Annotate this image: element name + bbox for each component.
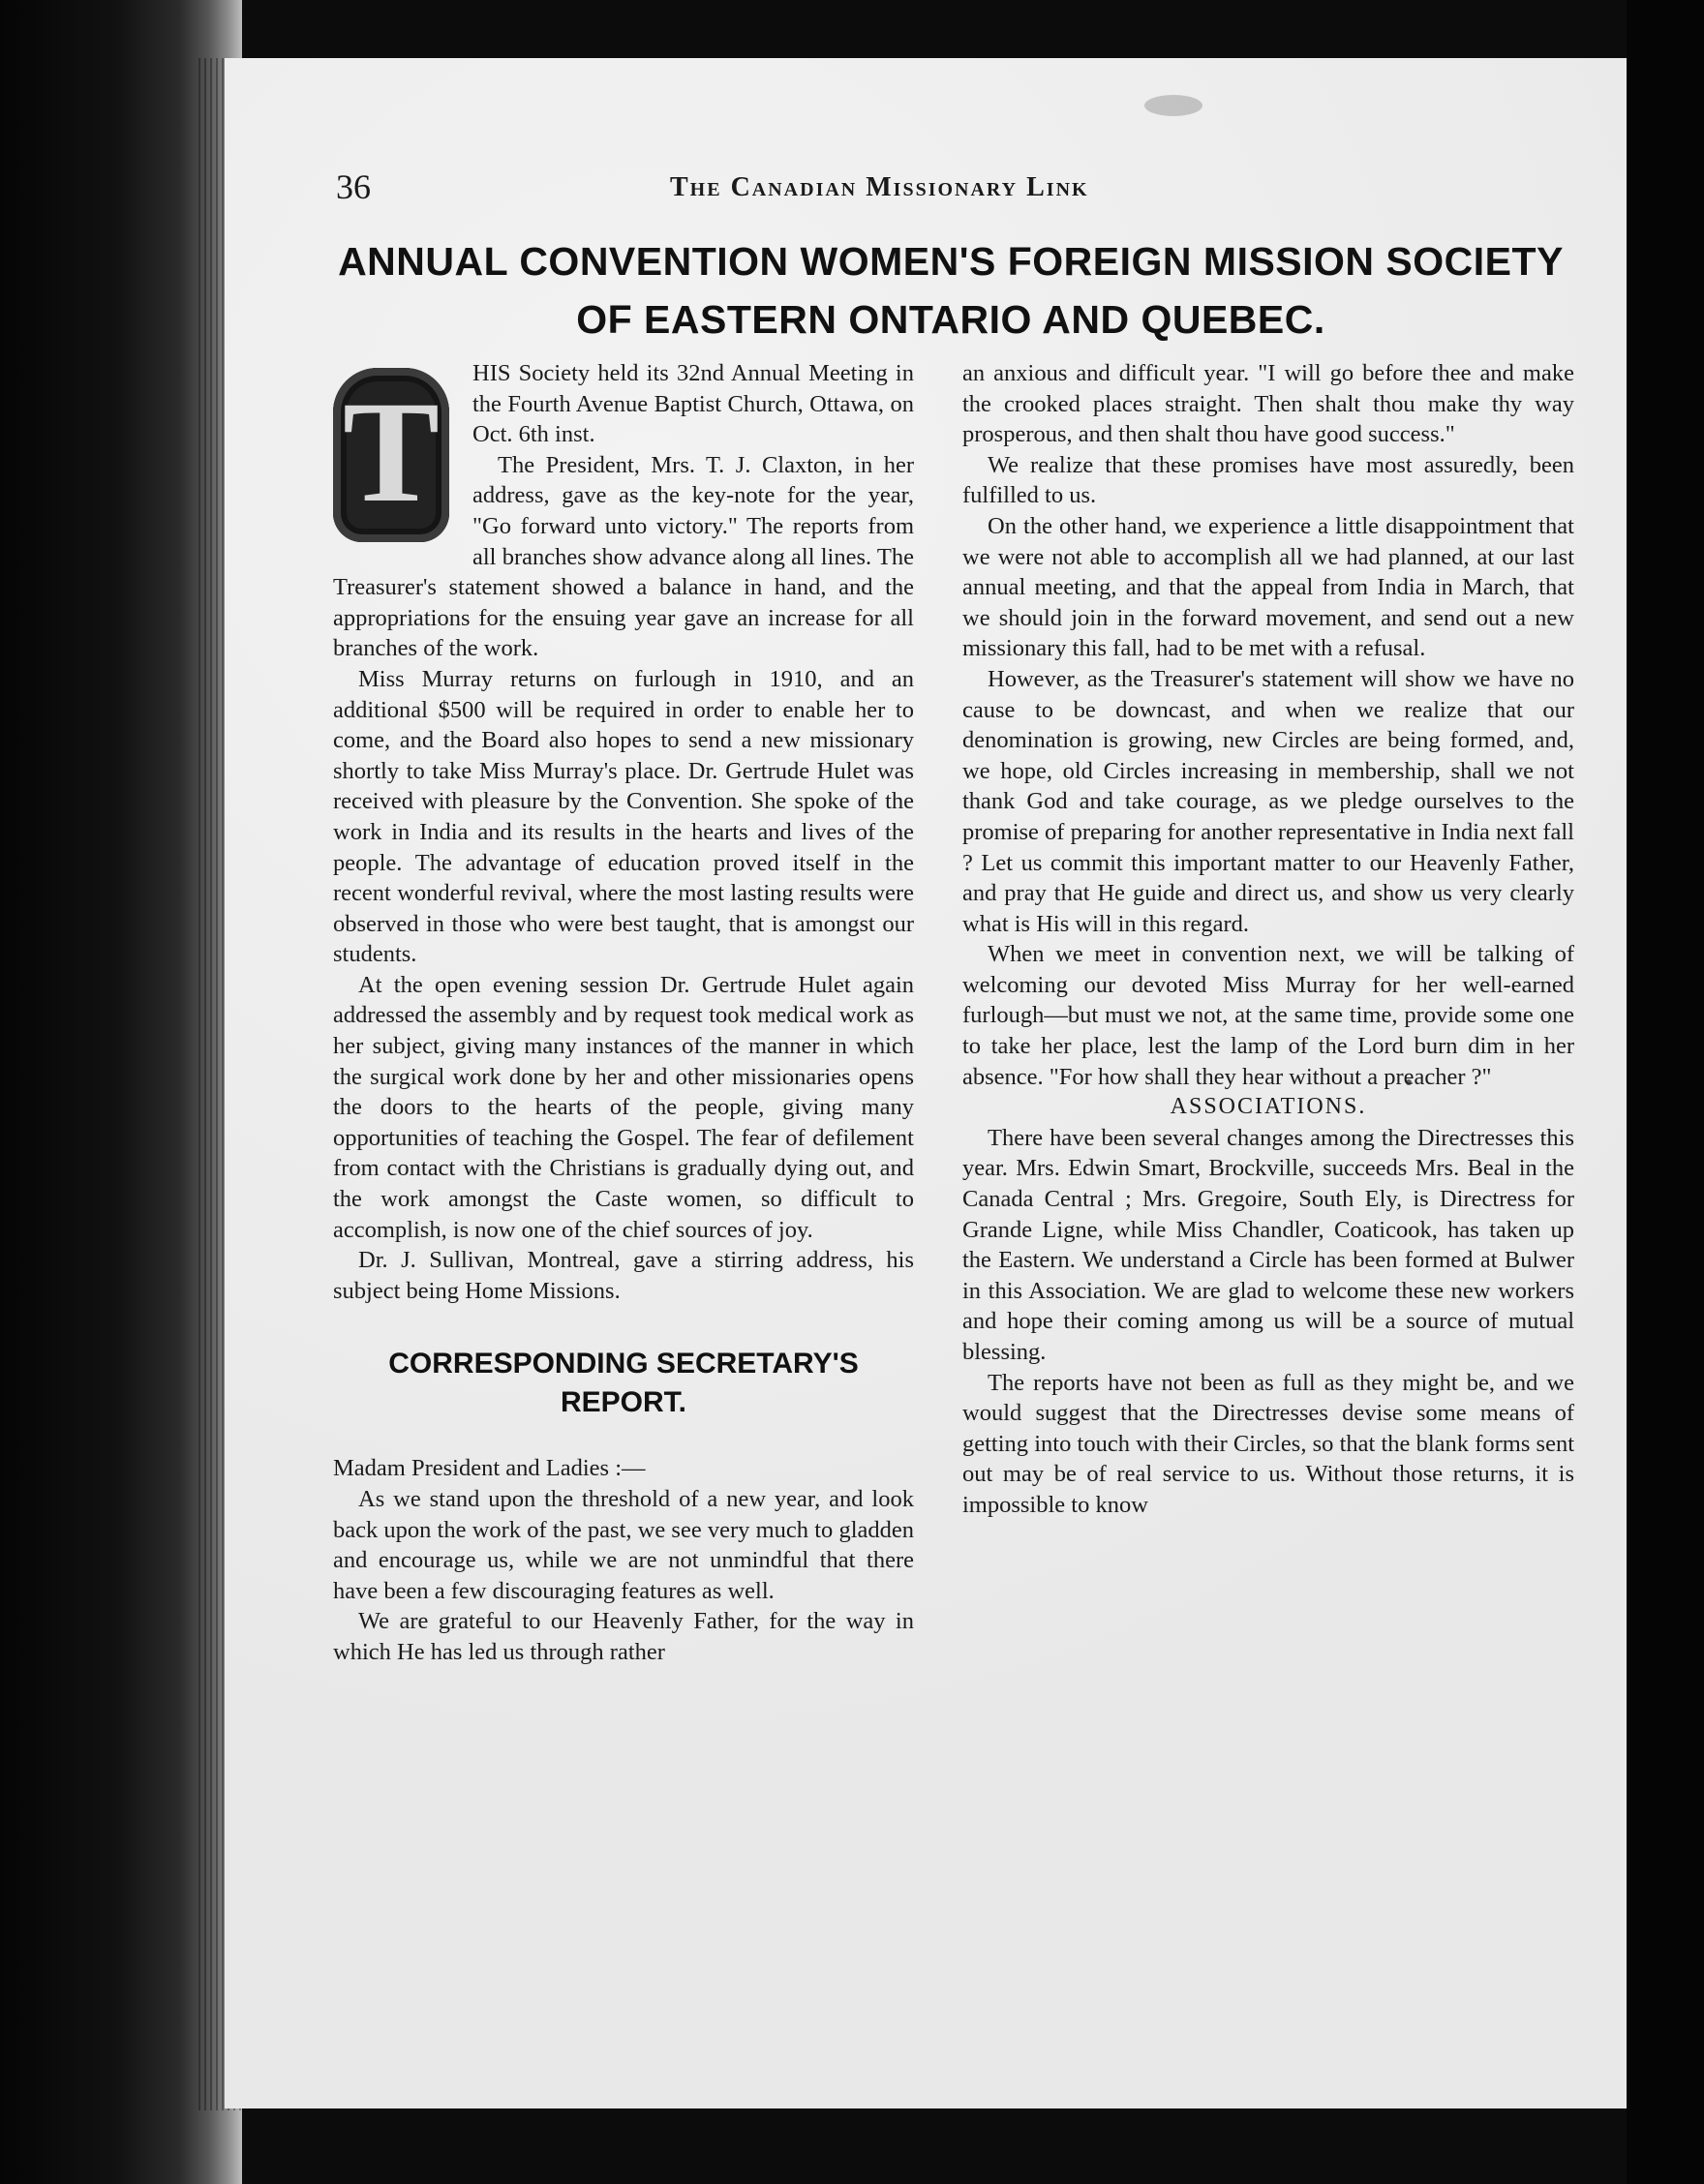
salutation: Madam President and Ladies :—: [333, 1455, 646, 1482]
article-title: [283, 232, 1619, 349]
left-column: [333, 358, 914, 1668]
paragraph: At the open evening session Dr. Gertrude Hulet again addressed the assembly and by request took medical work as her subject, giving many instances of the manner in which the surgical work done by her and other missionaries opens the doors to the hearts of the people, giving many opportunities of teaching the Gospel. The fear of defilement from contact with the Christians is gradually dying out, and the work amongst the Caste women, so difficult to accomplish, is now one of the chief sources of joy.: [333, 971, 914, 1243]
paragraph: We realize that these promises have most assuredly, been fulfilled to us.: [962, 451, 1574, 509]
report-heading-line-2: REPORT.: [560, 1386, 687, 1419]
scan-border-right: [1627, 0, 1704, 2184]
paragraph: The President, Mrs. T. J. Claxton, in her address, gave as the key-note for the year, "Go forward unto victory." The reports from all branches show advance along all lines. The Treasurer's statement showed a balance in hand, and the appropriations for the ensuing year gave an increase for all branches of the work.: [333, 451, 914, 662]
report-heading-line-1: CORRESPONDING SECRETARY'S: [388, 1348, 859, 1380]
title-line-2: OF EASTERN ONTARIO AND QUEBEC.: [576, 297, 1325, 342]
page-number: 36: [336, 167, 371, 206]
drop-cap-letter: T: [342, 372, 441, 532]
paragraph: an anxious and difficult year. "I will go before thee and make the crooked places straight. Then shalt thou make thy way prosperous, and then shalt thou have good success.": [962, 360, 1574, 448]
journal-title: The Canadian Missionary Link: [670, 172, 1089, 202]
paragraph: Miss Murray returns on furlough in 1910, and an additional $500 will be required in order to enable her to come, and the Board also hopes to send a new missionary shortly to take Miss Murray's place. Dr. Gertrude Hulet was received with pleasure by the Convention. She spoke of the work in India and its results in the hearts and lives of the people. The advantage of education proved itself in the recent wonderful revival, where the most lasting results were observed in those who were best taught, that is amongst our students.: [333, 665, 914, 968]
paragraph: There have been several changes among the Directresses this year. Mrs. Edwin Smart, Brockville, succeeds Mrs. Beal in the Canada Central ; Mrs. Gregoire, South Ely, is Directress for Grande Ligne, while Miss Chandler, Coaticook, has taken up the Eastern. We understand a Circle has been formed at Bulwer in this Association. We are glad to welcome these new workers and hope their coming among us will be a source of mutual blessing.: [962, 1124, 1574, 1365]
right-column: [962, 358, 1574, 1521]
title-line-1: ANNUAL CONVENTION WOMEN'S FOREIGN MISSION SOCIETY: [338, 239, 1564, 284]
paragraph: As we stand upon the threshold of a new year, and look back upon the work of the past, we see very much to gladden and encourage us, while we are not unmindful that there have been a few discouraging features as well.: [333, 1486, 914, 1604]
running-head: [225, 167, 1627, 215]
report-heading: [333, 1345, 914, 1422]
ornamental-drop-cap: [323, 360, 459, 554]
paragraph: Dr. J. Sullivan, Montreal, gave a stirring address, his subject being Home Missions.: [333, 1247, 914, 1304]
paragraph: However, as the Treasurer's statement will show we have no cause to be downcast, and when we realize that our denomination is growing, new Circles are being formed, and, we hope, old Circles increasing in membership, shall we not thank God and take courage, as we pledge ourselves to the promise of preparing for another representative in India next fall ? Let us commit this important matter to our Heavenly Father, and pray that He guide and direct us, and show us very clearly what is His will in this regard.: [962, 665, 1574, 937]
paragraph: On the other hand, we experience a little disappointment that we were not able to accomplish all we had planned, at our last annual meeting, and that the appeal from India in March, that we should join in the forward movement, and send out a new missionary this fall, had to be met with a refusal.: [962, 512, 1574, 662]
paragraph: HIS Society held its 32nd Annual Meeting in the Fourth Avenue Baptist Church, Ottawa, on Oct. 6th inst.: [472, 360, 914, 448]
paragraph: When we meet in convention next, we will be talking of welcoming our devoted Miss Murray for her well-earned furlough—but must we not, at the same time, provide some one to take her place, lest the lamp of the Lord burn dim in her absence. "For how shall they hear without a preacher ?": [962, 941, 1574, 1090]
paragraph: The reports have not been as full as they might be, and we would suggest that the Directresses devise some means of getting into touch with their Circles, so that the blank forms sent out may be of real service to us. Without those returns, it is impossible to know: [962, 1369, 1574, 1518]
associations-heading: ASSOCIATIONS.: [1170, 1094, 1367, 1120]
paragraph: We are grateful to our Heavenly Father, for the way in which He has led us through rather: [333, 1608, 914, 1665]
magazine-page: [225, 58, 1627, 2108]
